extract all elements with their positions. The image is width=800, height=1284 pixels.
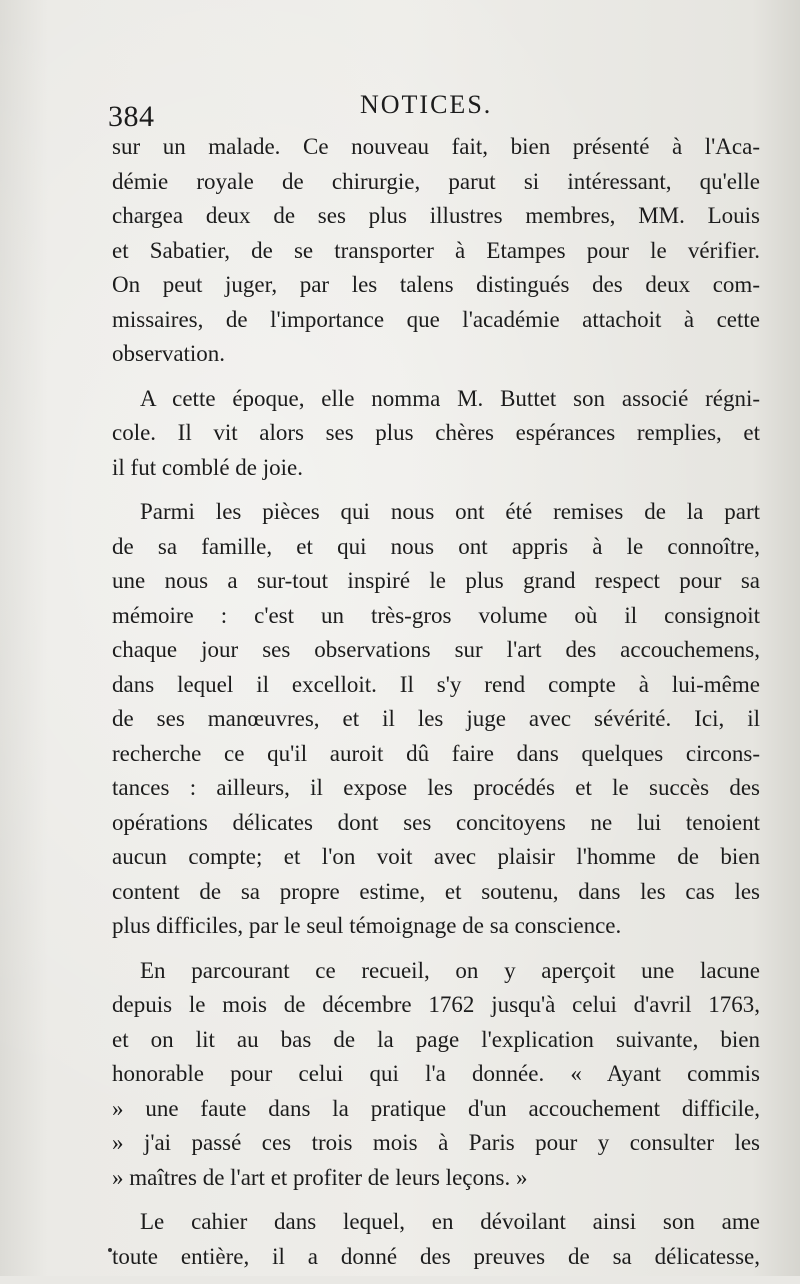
text-line: cole. Il vit alors ses plus chères espérances remplies, et (112, 420, 760, 445)
text-line: de sa famille, et qui nous ont appris à le connoître, (112, 533, 760, 559)
text-line: missaires, de l'importance que l'académie attachoit à cette (112, 306, 760, 332)
text-line: Le cahier dans lequel, en dévoilant ainsi son ame (140, 1209, 760, 1234)
text-line: chaque jour ses observations sur l'art des accouchemens, (112, 637, 760, 662)
text-line: » maîtres de l'art et profiter de leurs leçons. » (112, 1164, 528, 1190)
text-line: il fut comblé de joie. (112, 454, 303, 480)
text-line: une nous a sur-tout inspiré le plus grand respect pour sa (112, 568, 760, 593)
paragraph-4 (112, 954, 760, 1196)
text-line: opérations délicates dont ses concitoyens ne lui tenoient (112, 809, 760, 835)
running-head: NOTICES. (360, 90, 493, 119)
paragraph-5 (112, 1205, 760, 1274)
text-line: A cette époque, elle nomma M. Buttet son associé régni- (140, 385, 760, 411)
text-line: sur un malade. Ce nouveau fait, bien présenté à l'Aca- (112, 134, 760, 159)
text-line: observation. (112, 341, 226, 366)
text-line: honorable pour celui qui l'a donnée. « Ayant commis (112, 1061, 760, 1086)
text-line: plus difficiles, par le seul témoignage de sa conscience. (112, 913, 622, 938)
text-line: Parmi les pièces qui nous ont été remises de la part (140, 499, 760, 524)
text-line: mémoire : c'est un très-gros volume où il consignoit (112, 602, 760, 628)
text-line: et on lit au bas de la page l'explication suivante, bien (112, 1026, 760, 1052)
ink-speck (108, 1248, 112, 1252)
text-line: » j'ai passé ces trois mois à Paris pour y consulter les (112, 1130, 760, 1155)
text-line: depuis le mois de décembre 1762 jusqu'à celui d'avril 1763, (112, 992, 760, 1017)
text-line: aucun compte; et l'on voit avec plaisir l'homme de bien (112, 844, 760, 869)
text-line: chargea deux de ses plus illustres membres, MM. Louis (112, 203, 760, 228)
text-line: de ses manœuvres, et il les juge avec sévérité. Ici, il (112, 706, 760, 731)
text-line: dans lequel il excelloit. Il s'y rend compte à lui-même (112, 671, 760, 697)
text-line: » une faute dans la pratique d'un accouchement difficile, (112, 1095, 760, 1121)
text-line: En parcourant ce recueil, on y aperçoit une lacune (140, 957, 760, 983)
text-line: recherche ce qu'il auroit dû faire dans quelques circons- (112, 740, 760, 766)
text-line: démie royale de chirurgie, parut si intéressant, qu'elle (112, 168, 760, 194)
text-line: et Sabatier, de se transporter à Etampes pour le vérifier. (112, 237, 760, 263)
paragraph-1 (112, 130, 760, 372)
paragraph-3 (112, 495, 760, 944)
body-text (112, 130, 760, 1284)
text-line: toute entière, il a donné des preuves de sa délicatesse, (112, 1243, 760, 1269)
page-header (108, 86, 758, 133)
paragraph-2 (112, 382, 760, 486)
text-line: tances : ailleurs, il expose les procédés et le succès des (112, 775, 760, 800)
page-number: 384 (108, 100, 155, 133)
text-line: On peut juger, par les talens distingués des deux com- (112, 272, 760, 297)
text-line: content de sa propre estime, et soutenu, dans les cas les (112, 878, 760, 904)
